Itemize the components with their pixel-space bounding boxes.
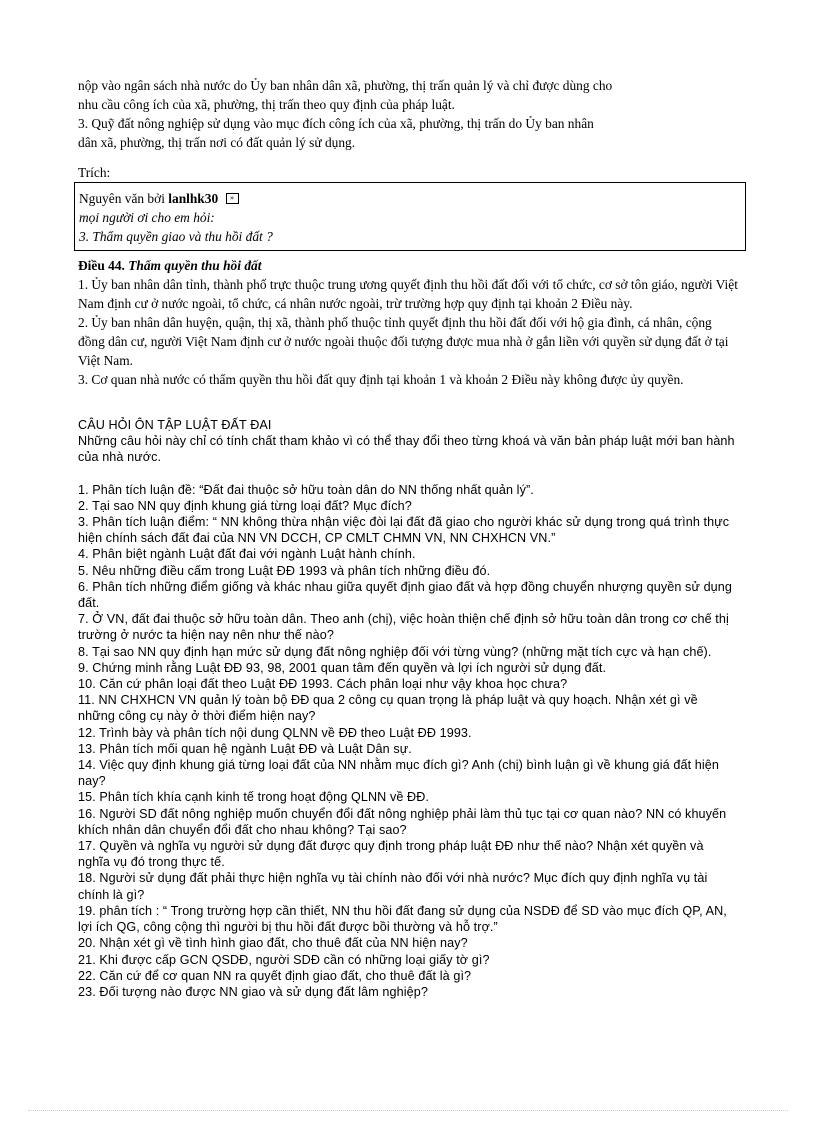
quote-box bbox=[74, 182, 746, 251]
intro-line: nhu cầu công ích của xã, phường, thị trấn theo quy định của pháp luật. bbox=[78, 97, 455, 112]
quote-text: 3. Thẩm quyền giao và thu hồi đất ? bbox=[79, 229, 273, 244]
question-item: 7. Ở VN, đất đai thuộc sở hữu toàn dân. Theo anh (chị), việc hoàn thiện chế định sở hữu toàn dân trong cơ chế thị trường ở nước ta hiện nay nên như thế nào? bbox=[78, 612, 729, 643]
question-item: 17. Quyền và nghĩa vụ người sử dụng đất được quy định trong pháp luật ĐĐ như thế nào? Nhận xét quyền và nghĩa vụ đó trong thực tế. bbox=[78, 839, 704, 870]
question-item: 19. phân tích : “ Trong trường hợp cần thiết, NN thu hồi đất đang sử dụng của NSDĐ để SD vào mục đích QP, AN, lợi ích QG, công cộng thì người bị thu hồi đất được bồi thường và hỗ trợ.” bbox=[78, 903, 727, 935]
question-item: 11. NN CHXHCN VN quản lý toàn bộ ĐĐ qua 2 công cụ quan trọng là pháp luật và quy hoạch. Nhận xét gì về những công cụ này ở thời điểm hiện nay? bbox=[78, 693, 698, 724]
question-item: 6. Phân tích những điểm giống và khác nhau giữa quyết định giao đất và hợp đồng chuyển nhượng quyền sử dụng đất. bbox=[78, 579, 732, 611]
page-bottom-rule bbox=[28, 1110, 788, 1111]
article-clause: 2. Ủy ban nhân dân huyện, quận, thị xã, thành phố thuộc tỉnh quyết định thu hồi đất đối với hộ gia đình, cá nhân, cộng đồng dân cư, người Việt Nam định cư ở nước ngoài thuộc đối tượng được mua nhà ở gắn liền với quyền sử dụng đất ở tại Việt Nam. bbox=[78, 315, 729, 368]
article-44 bbox=[78, 256, 738, 389]
quote-author-line bbox=[79, 189, 741, 208]
question-item: 4. Phân biệt ngành Luật đất đai với ngành Luật hành chính. bbox=[78, 547, 416, 562]
article-heading-prefix: Điều 44. bbox=[78, 258, 125, 273]
questions-note: Những câu hỏi này chỉ có tính chất tham khảo vì có thể thay đổi theo từng khoá và văn bản pháp luật mới ban hành của nhà nước. bbox=[78, 434, 735, 465]
question-item: 9. Chứng minh rằng Luật ĐĐ 93, 98, 2001 quan tâm đến quyền và lợi ích người sử dụng đất. bbox=[78, 660, 607, 675]
article-clause: 1. Ủy ban nhân dân tỉnh, thành phố trực thuộc trung ương quyết định thu hồi đất đối với tổ chức, cơ sở tôn giáo, người Việt Nam định cư ở nước ngoài, tổ chức, cá nhân nước ngoài, trừ trường hợp quy định tại khoản 2 Điều này. bbox=[78, 277, 738, 311]
question-item: 22. Căn cứ để cơ quan NN ra quyết định giao đất, cho thuê đất là gì? bbox=[78, 968, 472, 983]
view-post-icon[interactable]: » bbox=[226, 193, 239, 204]
question-list bbox=[78, 482, 738, 1001]
question-item: 10. Căn cứ phân loại đất theo Luật ĐĐ 1993. Cách phân loại như vậy khoa học chưa? bbox=[78, 677, 568, 692]
quote-author-prefix: Nguyên văn bởi bbox=[79, 191, 165, 206]
question-item: 8. Tại sao NN quy định hạn mức sử dụng đất nông nghiệp đối với từng vùng? (những mặt tích cực và hạn chế). bbox=[78, 644, 712, 659]
spacer bbox=[78, 466, 738, 482]
article-heading-title: Thẩm quyền thu hồi đất bbox=[128, 258, 262, 273]
questions-section bbox=[78, 417, 738, 1000]
question-item: 3. Phân tích luận điểm: “ NN không thừa nhận việc đòi lại đất đã giao cho người khác sử dụng trong quá trình thực hiện chính sách đất đai của NN VN DCCH, CP CMLT CHMN VN, NN CHXHCN VN.” bbox=[78, 515, 730, 546]
question-item: 21. Khi được cấp GCN QSDĐ, người SDĐ cần có những loại giấy tờ gì? bbox=[78, 952, 490, 967]
questions-title: CÂU HỎI ÔN TẬP LUẬT ĐẤT ĐAI bbox=[78, 418, 272, 432]
article-clause: 3. Cơ quan nhà nước có thẩm quyền thu hồi đất quy định tại khoản 1 và khoản 2 Điều này không được ủy quyền. bbox=[78, 372, 684, 387]
intro-paragraph bbox=[78, 76, 738, 152]
question-item: 23. Đối tượng nào được NN giao và sử dụng đất lâm nghiệp? bbox=[78, 984, 428, 999]
article-heading bbox=[78, 256, 738, 275]
question-item: 15. Phân tích khía cạnh kinh tế trong hoạt động QLNN về ĐĐ. bbox=[78, 790, 430, 805]
quote-label: Trích: bbox=[78, 165, 111, 180]
question-item: 18. Người sử dụng đất phải thực hiện nghĩa vụ tài chính nào đối với nhà nước? Mục đích quy định nghĩa vụ tài chính là gì? bbox=[78, 871, 708, 902]
question-item: 20. Nhận xét gì về tình hình giao đất, cho thuê đất của NN hiện nay? bbox=[78, 936, 468, 951]
intro-line: 3. Quỹ đất nông nghiệp sử dụng vào mục đích công ích của xã, phường, thị trấn do Ủy ban nhân bbox=[78, 116, 594, 131]
quote-text: mọi người ơi cho em hỏi: bbox=[79, 210, 215, 225]
intro-line: nộp vào ngân sách nhà nước do Ủy ban nhân dân xã, phường, thị trấn quản lý và chỉ được dùng cho bbox=[78, 78, 613, 93]
quote-author[interactable]: lanlhk30 bbox=[168, 191, 219, 206]
intro-line: dân xã, phường, thị trấn nơi có đất quản lý sử dụng. bbox=[78, 135, 356, 150]
question-item: 2. Tại sao NN quy định khung giá từng loại đất? Mục đích? bbox=[78, 498, 412, 513]
question-item: 13. Phân tích mối quan hệ ngành Luật ĐĐ và Luật Dân sự. bbox=[78, 741, 412, 756]
question-item: 5. Nêu những điều cấm trong Luật ĐĐ 1993 và phân tích những điều đó. bbox=[78, 563, 491, 578]
question-item: 16. Người SD đất nông nghiệp muốn chuyển đổi đất nông nghiệp phải làm thủ tục tại cơ quan nào? NN có khuyến khích nhân dân chuyển đổi đất cho nhau không? Tại sao? bbox=[78, 806, 727, 837]
question-item: 12. Trình bày và phân tích nội dung QLNN về ĐĐ theo Luật ĐĐ 1993. bbox=[78, 725, 472, 740]
question-item: 1. Phân tích luận đề: “Đất đai thuộc sở hữu toàn dân do NN thống nhất quản lý”. bbox=[78, 482, 534, 497]
question-item: 14. Việc quy định khung giá từng loại đất của NN nhằm mục đích gì? Anh (chị) bình luận gì về khung giá đất hiện nay? bbox=[78, 758, 719, 789]
